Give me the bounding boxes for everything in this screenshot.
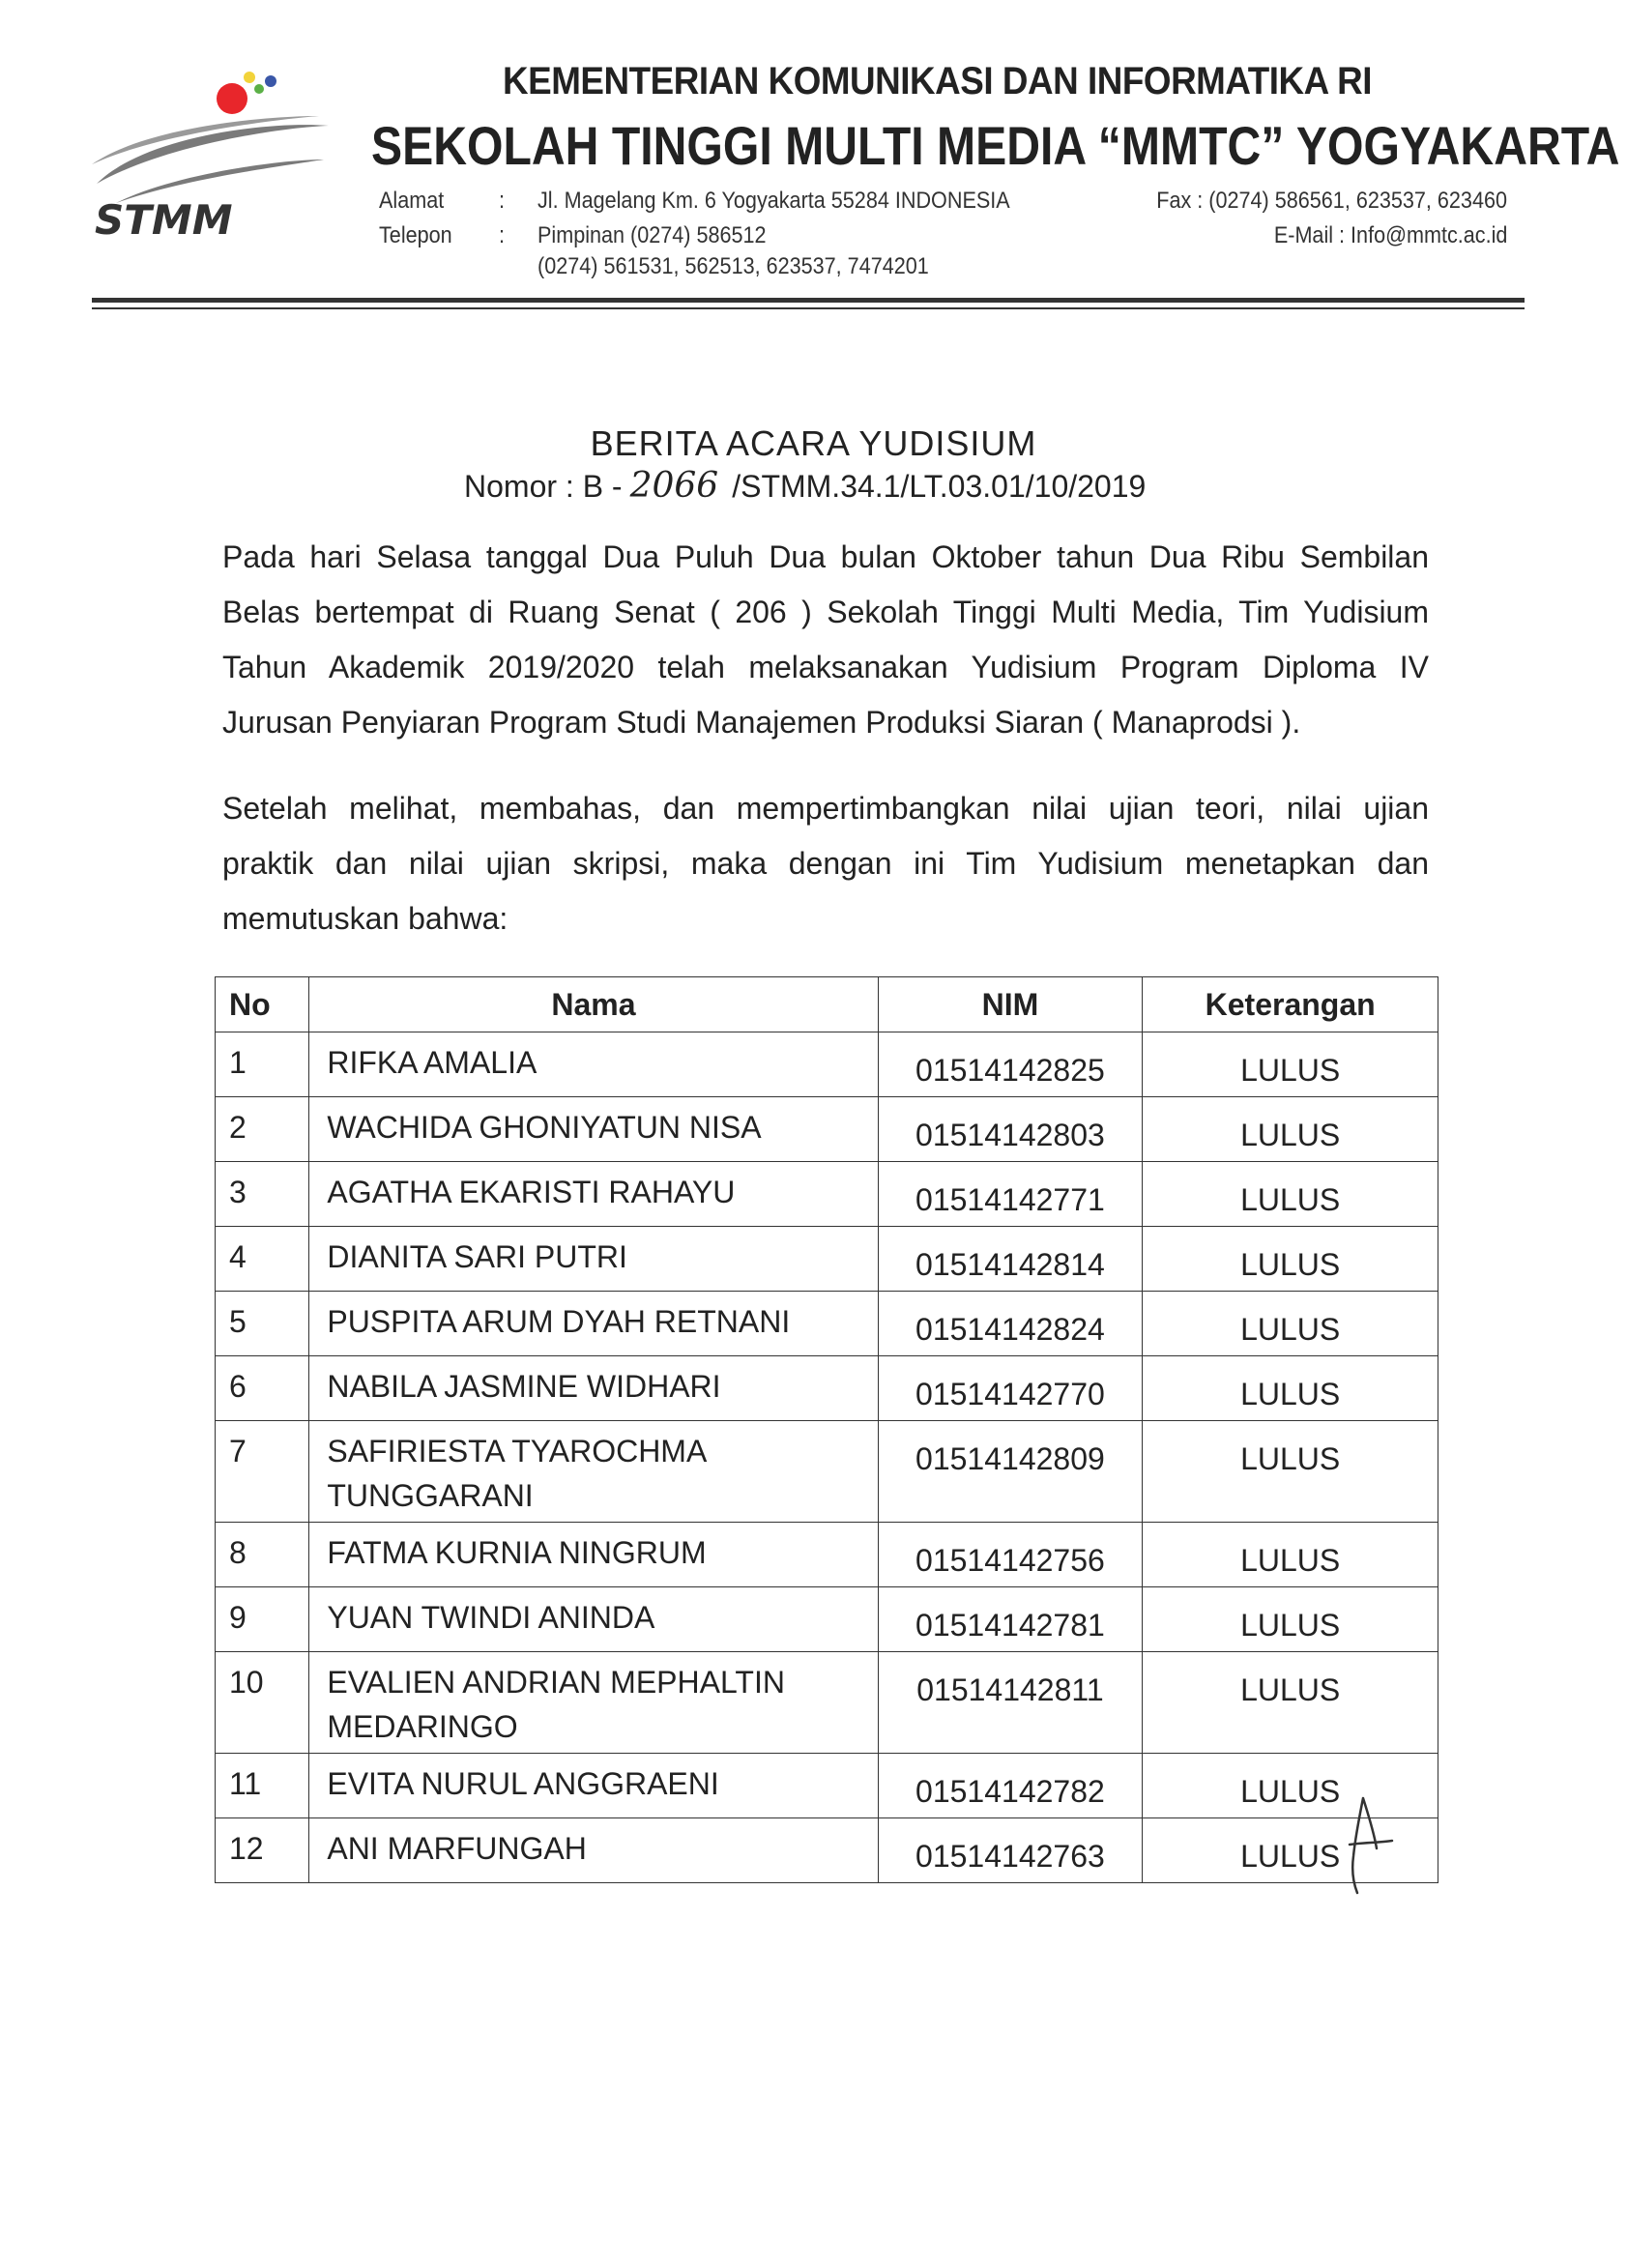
- cell-no-text: 10: [229, 1665, 264, 1700]
- paragraph-1: [222, 530, 1429, 750]
- cell-name: [309, 1356, 878, 1421]
- table-body: [216, 1032, 1438, 1883]
- cell-name: [309, 1587, 878, 1652]
- table-row: [216, 1818, 1438, 1883]
- cell-name: [309, 1421, 878, 1523]
- table-row: [216, 1032, 1438, 1097]
- table-row: [216, 1754, 1438, 1818]
- cell-nim-text: 01514142825: [915, 1053, 1105, 1088]
- cell-no: [216, 1652, 309, 1754]
- paragraph-1-line: Jurusan Penyiaran Program Studi Manajemen Produksi Siaran ( Manaprodsi ).: [222, 705, 1301, 740]
- cell-name: [309, 1032, 878, 1097]
- cell-no: [216, 1754, 309, 1818]
- table-row: [216, 1421, 1438, 1523]
- cell-no-text: 8: [229, 1535, 247, 1570]
- cell-nim-text: 01514142824: [915, 1312, 1105, 1347]
- cell-name: [309, 1227, 878, 1292]
- fax-value: Fax : (0274) 586561, 623537, 623460: [1156, 188, 1507, 214]
- cell-no: [216, 1227, 309, 1292]
- cell-nim-text: 01514142811: [916, 1672, 1104, 1707]
- phone-line-2: (0274) 561531, 562513, 623537, 7474201: [537, 253, 929, 279]
- cell-nim-text: 01514142770: [915, 1377, 1105, 1411]
- cell-status-text: LULUS: [1240, 1312, 1341, 1347]
- cell-name: [309, 1292, 878, 1356]
- cell-name-line: NABILA JASMINE WIDHARI: [327, 1369, 721, 1404]
- paragraph-2-line: Setelah melihat, membahas, dan mempertimbangkan nilai ujian teori, nilai ujian: [222, 791, 1429, 826]
- table-row: [216, 1227, 1438, 1292]
- cell-nim: [878, 1227, 1143, 1292]
- cell-status-text: LULUS: [1240, 1774, 1341, 1809]
- paragraph-1-line: Tahun Akademik 2019/2020 telah melaksanakan Yudisium Program Diploma IV: [222, 650, 1429, 684]
- table-row: [216, 1523, 1438, 1587]
- table-row: [216, 1162, 1438, 1227]
- cell-nim: [878, 1292, 1143, 1356]
- cell-no-text: 2: [229, 1110, 247, 1145]
- cell-no-text: 6: [229, 1369, 247, 1404]
- phone-line-1: Pimpinan (0274) 586512: [537, 222, 767, 248]
- phone-label: Telepon: [379, 222, 452, 248]
- document-title: BERITA ACARA YUDISIUM: [590, 423, 1037, 463]
- cell-no: [216, 1523, 309, 1587]
- cell-name: [309, 1652, 878, 1754]
- cell-no: [216, 1032, 309, 1097]
- handwritten-initial-mark: [1342, 1779, 1400, 1895]
- cell-status: [1143, 1032, 1438, 1097]
- document-number-handwritten: 2066: [629, 466, 719, 506]
- cell-status: [1143, 1097, 1438, 1162]
- cell-nim: [878, 1754, 1143, 1818]
- cell-nim-text: 01514142803: [915, 1118, 1105, 1152]
- cell-status-text: LULUS: [1240, 1247, 1341, 1282]
- address-value: Jl. Magelang Km. 6 Yogyakarta 55284 INDONESIA: [537, 188, 1010, 214]
- cell-status-text: LULUS: [1240, 1672, 1341, 1707]
- table-row: [216, 1587, 1438, 1652]
- cell-nim-text: 01514142771: [915, 1182, 1105, 1217]
- cell-name-line: WACHIDA GHONIYATUN NISA: [327, 1110, 762, 1145]
- cell-status: [1143, 1227, 1438, 1292]
- paragraph-1-line: Belas bertempat di Ruang Senat ( 206 ) Sekolah Tinggi Multi Media, Tim Yudisium: [222, 595, 1429, 629]
- cell-no-text: 12: [229, 1831, 264, 1866]
- cell-nim: [878, 1523, 1143, 1587]
- cell-status-text: LULUS: [1240, 1839, 1341, 1874]
- cell-name-line: RIFKA AMALIA: [327, 1045, 537, 1080]
- cell-nim: [878, 1652, 1143, 1754]
- email-value: E-Mail : Info@mmtc.ac.id: [1273, 222, 1507, 248]
- cell-nim-text: 01514142809: [915, 1441, 1105, 1476]
- paragraph-2: [222, 781, 1429, 946]
- paragraph-1-line: Pada hari Selasa tanggal Dua Puluh Dua bulan Oktober tahun Dua Ribu Sembilan: [222, 539, 1429, 574]
- cell-nim-text: 01514142763: [915, 1839, 1105, 1874]
- cell-name: [309, 1097, 878, 1162]
- cell-status: [1143, 1292, 1438, 1356]
- paragraph-2-line: memutuskan bahwa:: [222, 901, 508, 936]
- cell-no-text: 5: [229, 1304, 247, 1339]
- cell-nim: [878, 1356, 1143, 1421]
- cell-status: [1143, 1587, 1438, 1652]
- cell-nim-text: 01514142782: [915, 1774, 1105, 1809]
- cell-nim: [878, 1097, 1143, 1162]
- cell-no: [216, 1818, 309, 1883]
- header-name: Nama: [309, 977, 878, 1032]
- cell-nim-text: 01514142814: [915, 1247, 1105, 1282]
- cell-name-line: MEDARINGO: [327, 1709, 518, 1744]
- cell-name-line: YUAN TWINDI ANINDA: [327, 1600, 655, 1635]
- cell-no-text: 3: [229, 1175, 247, 1209]
- header-divider-thick: [92, 298, 1525, 303]
- cell-no-text: 1: [229, 1045, 247, 1080]
- header-no: No: [216, 977, 309, 1032]
- address-label: Alamat: [379, 188, 445, 214]
- cell-name: [309, 1754, 878, 1818]
- cell-status-text: LULUS: [1240, 1543, 1341, 1578]
- cell-name-line: PUSPITA ARUM DYAH RETNANI: [327, 1304, 791, 1339]
- cell-no: [216, 1162, 309, 1227]
- cell-status: [1143, 1421, 1438, 1523]
- cell-no: [216, 1292, 309, 1356]
- document-number-prefix: Nomor : B -: [464, 469, 623, 504]
- cell-status-text: LULUS: [1240, 1182, 1341, 1217]
- cell-name: [309, 1523, 878, 1587]
- document-number: [464, 466, 1146, 506]
- cell-status: [1143, 1652, 1438, 1754]
- cell-status-text: LULUS: [1240, 1377, 1341, 1411]
- address-separator: :: [499, 188, 506, 214]
- cell-status: [1143, 1523, 1438, 1587]
- cell-nim: [878, 1162, 1143, 1227]
- cell-no-text: 9: [229, 1600, 247, 1635]
- cell-nim: [878, 1032, 1143, 1097]
- cell-name-line: TUNGGARANI: [327, 1478, 534, 1513]
- cell-status-text: LULUS: [1240, 1608, 1341, 1643]
- cell-status-text: LULUS: [1240, 1053, 1341, 1088]
- cell-nim: [878, 1587, 1143, 1652]
- cell-no-text: 4: [229, 1239, 247, 1274]
- cell-nim-text: 01514142781: [915, 1608, 1105, 1643]
- cell-status-text: LULUS: [1240, 1441, 1341, 1476]
- cell-name-line: DIANITA SARI PUTRI: [327, 1239, 627, 1274]
- cell-no: [216, 1587, 309, 1652]
- cell-no-text: 11: [229, 1766, 262, 1801]
- logo-text: STMM: [95, 196, 233, 242]
- cell-status: [1143, 1356, 1438, 1421]
- header-status: Keterangan: [1143, 977, 1438, 1032]
- cell-name-line: SAFIRIESTA TYAROCHMA: [327, 1434, 708, 1468]
- cell-nim-text: 01514142756: [915, 1543, 1105, 1578]
- table-row: [216, 1292, 1438, 1356]
- cell-no-text: 7: [229, 1434, 247, 1468]
- cell-status-text: LULUS: [1240, 1118, 1341, 1152]
- cell-name-line: EVALIEN ANDRIAN MEPHALTIN: [327, 1665, 785, 1700]
- cell-nim: [878, 1818, 1143, 1883]
- table-row: [216, 1356, 1438, 1421]
- document-number-suffix: /STMM.34.1/LT.03.01/10/2019: [732, 469, 1147, 504]
- cell-name: [309, 1818, 878, 1883]
- cell-no: [216, 1356, 309, 1421]
- cell-nim: [878, 1421, 1143, 1523]
- stmm-logo: [87, 68, 338, 242]
- cell-name-line: AGATHA EKARISTI RAHAYU: [327, 1175, 736, 1209]
- cell-name-line: EVITA NURUL ANGGRAENI: [327, 1766, 719, 1801]
- paragraph-2-line: praktik dan nilai ujian skripsi, maka dengan ini Tim Yudisium menetapkan dan: [222, 846, 1429, 881]
- cell-name-line: FATMA KURNIA NINGRUM: [327, 1535, 707, 1570]
- cell-no: [216, 1421, 309, 1523]
- table-row: [216, 1097, 1438, 1162]
- cell-name: [309, 1162, 878, 1227]
- table-row: [216, 1652, 1438, 1754]
- cell-status: [1143, 1162, 1438, 1227]
- phone-separator: :: [499, 222, 506, 248]
- ministry-name: KEMENTERIAN KOMUNIKASI DAN INFORMATIKA RI: [503, 60, 1373, 102]
- table-header-row: [216, 977, 1438, 1032]
- header-divider-thin: [92, 307, 1525, 309]
- results-table: [215, 976, 1438, 1883]
- cell-no: [216, 1097, 309, 1162]
- cell-name-line: ANI MARFUNGAH: [327, 1831, 587, 1866]
- institution-name: SEKOLAH TINGGI MULTI MEDIA “MMTC” YOGYAKARTA: [371, 115, 1620, 176]
- header-nim: NIM: [878, 977, 1143, 1032]
